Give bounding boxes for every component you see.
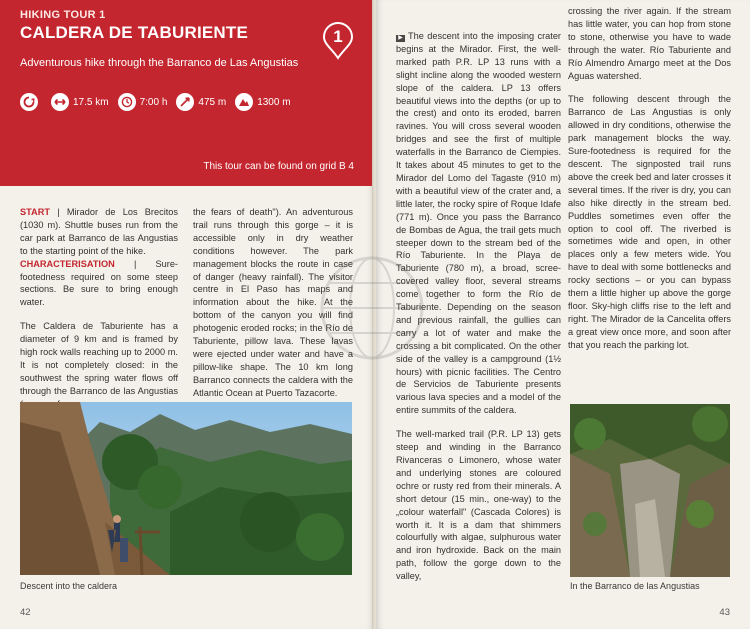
characterisation-label: CHARACTERISATION [20,258,115,269]
stat-duration [118,93,168,111]
ascent-icon [176,93,194,111]
descent-paragraph: The descent into the imposing crater begins at the Mirador. First, the well-marked path P.R. LP 13 runs with a slight incline along the wooded western slope of the caldera. LP 13 offers beautiful views into the depths (or up to the crest) and onto its eroded, barren ravines. You will cross several wooden bridges and see the first of multiple waterfalls in the Barranco de Ciempies. It takes about 45 minutes to get to the Mirador del Lomo del Tagaste (910 m) with a beautiful view of the crater and, a little later, the rocky spire of Roque Idafe (771 m). Once you pass the Barranco de Bombas de Agua, the trail gets much steeper down to the stream bed of the Río Taburiente. In the Playa de Taburiente (780 m), a broad, scree-covered valley floor, several streams come together to form the Río de Taburiente. Depending on the season and previous rainfall, the gullies can carry a lot of water and make the crossing a bit complicated. On the other side of the valley is a campground (1½ hours) with picnic facilities. The Centro de Servicios de Taburiente presents various lava species and a model of the entire summits of the caldera. [396,31,561,416]
right-column-1 [396,30,561,594]
stat-distance-value: 17.5 km [73,96,109,108]
characterisation-text: | Sure-footedness required on some steep sections. Be sure to bring enough water. [20,258,178,308]
tour-label: HIKING TOUR 1 [20,9,106,21]
page-number-right: 43 [719,607,730,618]
right-column-2 [568,5,731,363]
caldera-descent-photo [20,402,352,575]
river-crossing-paragraph: crossing the river again. If the stream has little water, you can hop from stone to stone, otherwise you have to wade through the water. Río Taburiente and Río Almendro Amargo meet at the Dos Aguas watershed. [568,6,731,81]
start-label: START [20,207,50,217]
caldera-intro-paragraph: The Caldera de Taburiente has a diameter of 9 km and is framed by high rock walls reaching up to 2000 m. It is not completely closed: in the southwest the spring water flows off through the Barranco de las Angustias [20,321,178,396]
tour-number: 1 [333,27,343,46]
tour-header [0,0,374,186]
altitude-icon [235,93,253,111]
stat-loop [20,93,42,111]
distance-arrows-icon [51,93,69,111]
stat-distance [51,93,109,111]
tour-stats [20,92,300,112]
left-column-2 [193,206,353,411]
left-column-1 [20,206,178,422]
barranco-photo [570,404,730,577]
left-photo-caption: Descent into the caldera [20,581,118,591]
loop-icon [20,93,38,111]
stat-duration-value: 7:00 h [139,96,168,108]
stat-ascent [176,93,226,111]
play-marker-icon: ▶ [396,35,405,42]
stat-altitude-value: 1300 m [257,96,291,108]
tour-title: CALDERA DE TABURIENTE [20,23,249,42]
trail-paragraph: The well-marked trail (P.R. LP 13) gets steep and winding in the Barranco Rivanceras o Limonero, whose water and underlying stones are coloured ochre or rusty red from their minerals. A short detour (15 min., one-way) to the „colour waterfall" (Cascada Colores) is worth it. It is a dam that shimmers colourfully with algae, sulphurous water and iron hydroxide. Back on the main path, follow the gorge down to the valley, [396,429,561,582]
gorge-description-paragraph: the fears of death"). An adventurous trail runs through this gorge – it is accessible only in dry weather conditions however. The park management blocks the route in case of danger (heavy rainfall). The visitor centre in El Paso has maps and information about the hike. At the bottom of the canyon you will find photogenic eroded rocks; in the Río de Taburiente, pillow lava. These lavas were ejected under water and have a pillow-like shape. The 10 km long Barranco connects the caldera with the Atlantic Ocean at Puerto Tazacorte. [193,207,353,398]
left-page [0,0,374,629]
right-photo-caption: In the Barranco de las Angustias [570,581,700,591]
grid-note: This tour can be found on grid B 4 [203,161,354,172]
tour-subtitle: Adventurous hike through the Barranco de Las Angustias [20,57,299,69]
page-number-left: 42 [20,607,31,618]
clock-icon [118,93,136,111]
start-text: | Mirador de Los Brecitos (1030 m). Shuttle buses run from the car park at Barranco de las Angustias to the starting point of the hike. [20,207,178,256]
final-descent-paragraph: The following descent through the Barranco de Las Angustias is only allowed in dry conditions, otherwise the park management blocks the way. Sure-footedness is required for the descent. The signposted trail runs above the creek bed and later crosses it several times. If the river is dry, you can also hike directly in the stream bed. Puddles sometimes even offer the option to cool off. The riverbed is sometimes wide and open, in other places only a few meters wide. You have to deal with some bottlenecks and rocky sections – or you can bypass them a little higher up above the gorge floor. Sky-high cliffs rise to the left and right. The Mirador de la Cancelita offers a great view once more, and soon after that you reach the parking lot. [568,94,731,350]
right-page [376,0,750,629]
stat-altitude [235,93,290,111]
map-pin-icon [322,22,354,60]
stat-ascent-value: 475 m [198,96,227,108]
